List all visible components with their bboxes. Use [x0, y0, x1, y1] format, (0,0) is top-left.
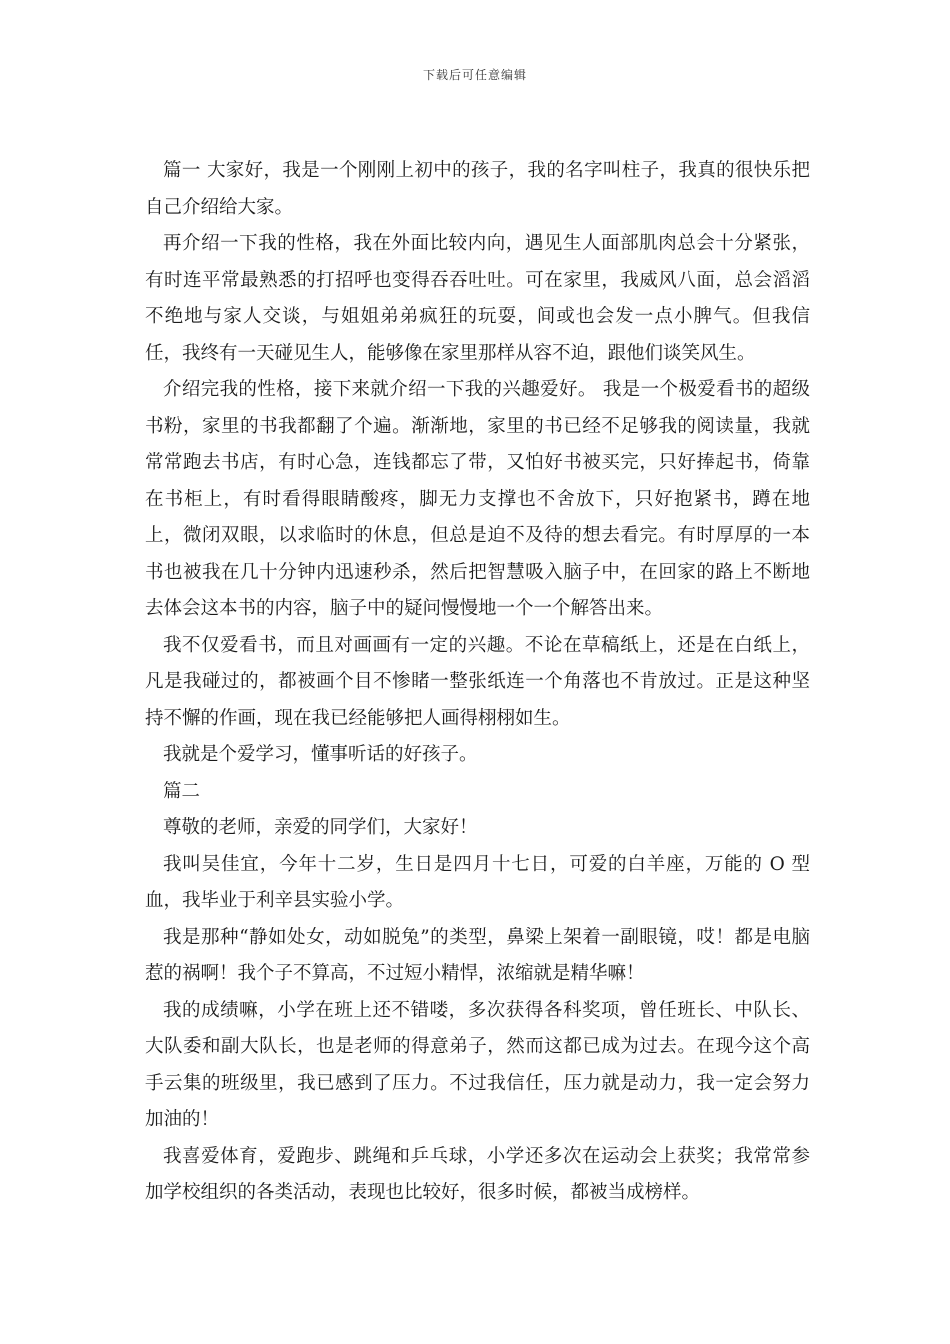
paragraph: 我是那种“静如处女，动如脱兔”的类型，鼻梁上架着一副眼镜，哎！都是电脑惹的祸啊！我个子不算高，不过短小精悍，浓缩就是精华嘛！: [145, 926, 810, 984]
paragraph: 介绍完我的性格，接下来就介绍一下我的兴趣爱好。 我是一个极爱看书的超级书粉，家里的书我都翻了个遍。渐渐地，家里的书已经不足够我的阅读量，我就常常跑去书店，有时心急，连钱都忘了带，又怕好书被买完，只好捧起书，倚靠在书柜上，有时看得眼睛酸疼，脚无力支撑也不舍放下，只好抱紧书，蹲在地上，微闭双眼，以求临时的休息，但总是迫不及待的想去看完。有时厚厚的一本书也被我在几十分钟内迅速秒杀，然后把智慧吸入脑子中，在回家的路上不断地去体会这本书的内容，脑子中的疑问慢慢地一个一个解答出来。: [145, 379, 810, 619]
paragraph: 我的成绩嘛，小学在班上还不错喽，多次获得各科奖项，曾任班长、中队长、大队委和副大队长，也是老师的得意弟子，然而这都已成为过去。在现今这个高手云集的班级里，我已感到了压力。不过我信任，压力就是动力，我一定会努力加油的！: [145, 999, 810, 1130]
paragraph: 我不仅爱看书，而且对画画有一定的兴趣。不论在草稿纸上，还是在白纸上，凡是我碰过的，都被画个目不惨睹一整张纸连一个角落也不肯放过。正是这种坚持不懈的作画，现在我已经能够把人画得栩栩如生。: [145, 634, 810, 729]
paragraph: 我叫吴佳宜，今年十二岁，生日是四月十七日，可爱的白羊座，万能的 O 型血，我毕业于利辛县实验小学。: [145, 853, 810, 911]
paragraph: 再介绍一下我的性格，我在外面比较内向，遇见生人面部肌肉总会十分紧张，有时连平常最熟悉的打招呼也变得吞吞吐吐。可在家里，我威风八面，总会滔滔不绝地与家人交谈，与姐姐弟弟疯狂的玩耍，间或也会发一点小脾气。但我信任，我终有一天碰见生人，能够像在家里那样从容不迫，跟他们谈笑风生。: [145, 233, 810, 364]
document-body: [145, 153, 810, 1212]
section-heading: 篇二: [163, 780, 201, 802]
page-header: 下载后可任意编辑: [422, 68, 527, 82]
paragraph: 篇一 大家好，我是一个刚刚上初中的孩子，我的名字叫柱子，我真的很快乐把自己介绍给大家。: [145, 160, 810, 218]
paragraph: 我就是个爱学习，懂事听话的好孩子。: [163, 744, 478, 765]
paragraph: 我喜爱体育，爱跑步、跳绳和乒乓球，小学还多次在运动会上获奖；我常常参加学校组织的各类活动，表现也比较好，很多时候，都被当成榜样。: [145, 1145, 810, 1203]
paragraph: 尊敬的老师，亲爱的同学们，大家好！: [163, 817, 478, 838]
